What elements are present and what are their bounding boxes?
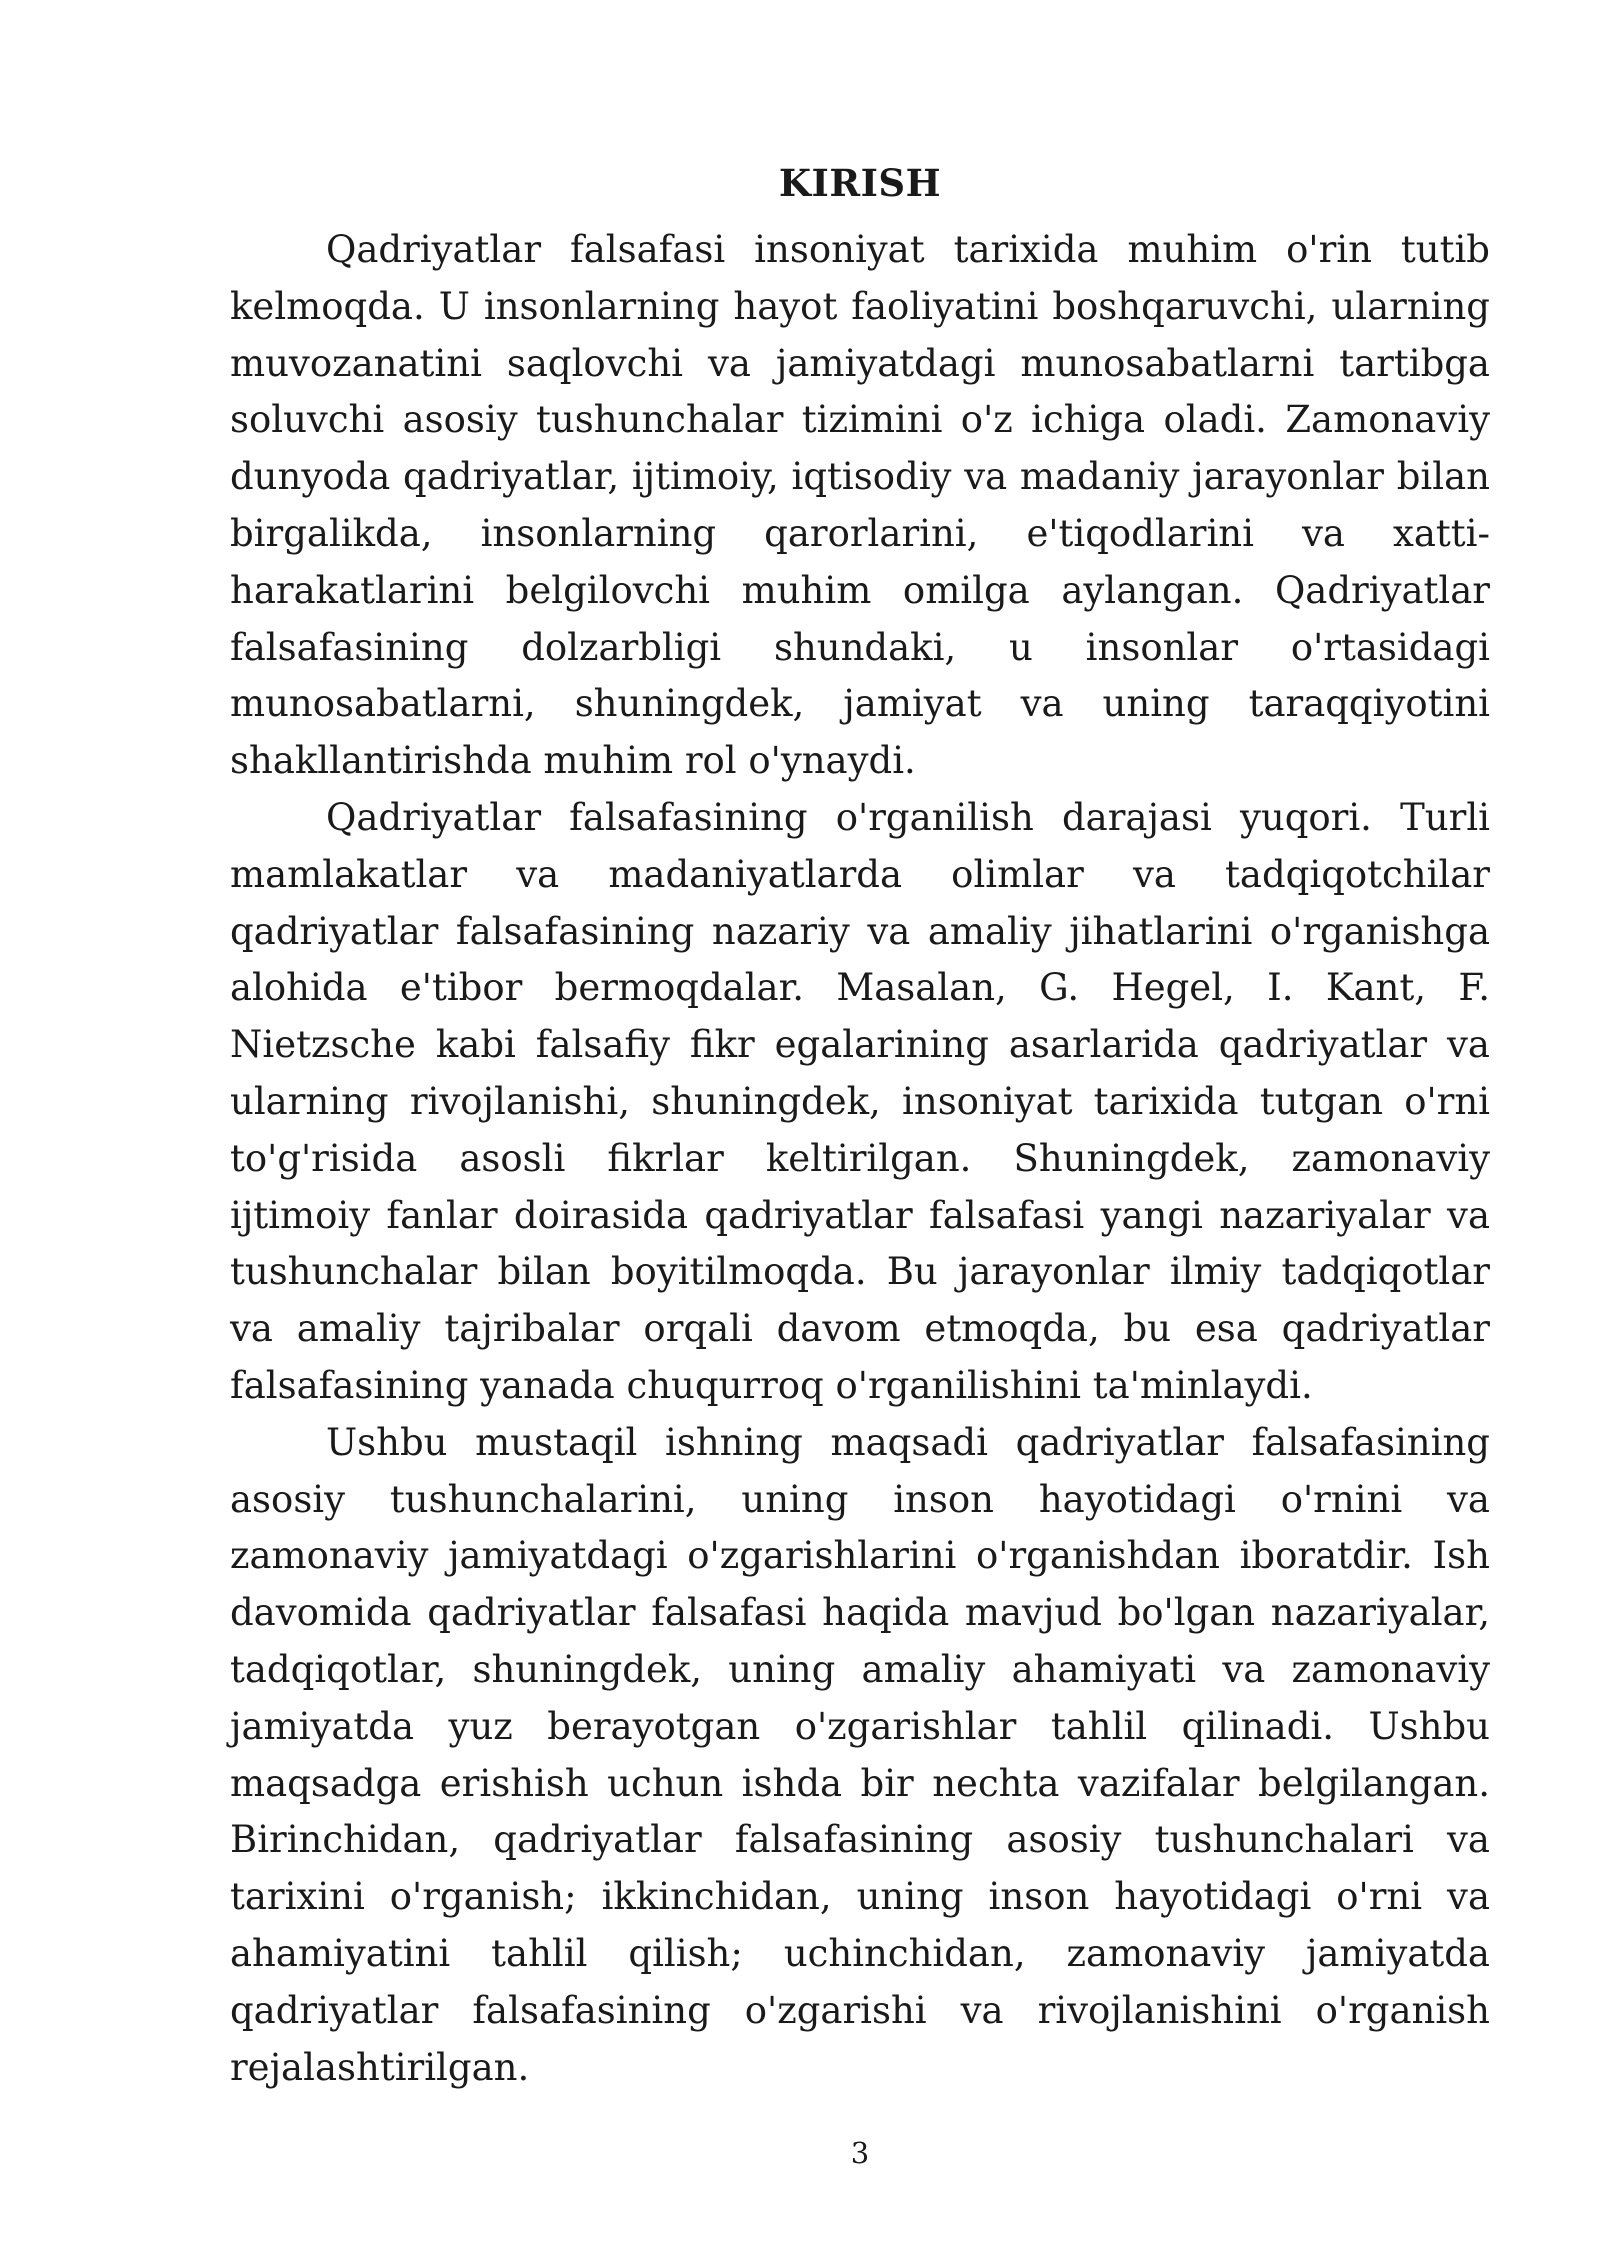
paragraph-2: Qadriyatlar falsafasining o'rganilish darajasi yuqori. Turli mamlakatlar va madaniyatlarda olimlar va tadqiqotchilar qadriyatlar falsafasining nazariy va amaliy jihatlarini o'rganishga alohida e'tibor bermoqdalar. Masalan, G. Hegel, I. Kant, F. Nietzsche kabi falsafiy fikr egalarining asarlarida qadriyatlar va ularning rivojlanishi, shuningdek, insoniyat tarixida tutgan o'rni to'g'risida asosli fikrlar keltirilgan. Shuningdek, zamonaviy ijtimoiy fanlar doirasida qadriyatlar falsafasi yangi nazariyalar va tushunchalar bilan boyitilmoqda. Bu jarayonlar ilmiy tadqiqotlar va amaliy tajribalar orqali davom etmoqda, bu esa qadriyatlar falsafasining yanada chuqurroq o'rganilishini ta'minlaydi. [230,795,1490,1407]
paragraph-3: Ushbu mustaqil ishning maqsadi qadriyatlar falsafasining asosiy tushunchalarini, uning inson hayotidagi o'rnini va zamonaviy jamiyatdagi o'zgarishlarini o'rganishdan iboratdir. Ish davomida qadriyatlar falsafasi haqida mavjud bo'lgan nazariyalar, tadqiqotlar, shuningdek, uning amaliy ahamiyati va zamonaviy jamiyatda yuz berayotgan o'zgarishlar tahlil qilinadi. Ushbu maqsadga erishish uchun ishda bir nechta vazifalar belgilangan. Birinchidan, qadriyatlar falsafasining asosiy tushunchalari va tarixini o'rganish; ikkinchidan, uning inson hayotidagi o'rni va ahamiyatini tahlil qilish; uchinchidan, zamonaviy jamiyatda qadriyatlar falsafasining o'zgarishi va rivojlanishini o'rganish rejalashtirilgan. [230,1420,1490,2089]
paragraph-1: Qadriyatlar falsafasi insoniyat tarixida muhim o'rin tutib kelmoqda. U insonlarning hayot faoliyatini boshqaruvchi, ularning muvozanatini saqlovchi va jamiyatdagi munosabatlarni tartibga soluvchi asosiy tushunchalar tizimini o'z ichiga oladi. Zamonaviy dunyoda qadriyatlar, ijtimoiy, iqtisodiy va madaniy jarayonlar bilan birgalikda, insonlarning qarorlarini, e'tiqodlarini va xatti-harakatlarini belgilovchi muhim omilga aylangan. Qadriyatlar falsafasining dolzarbligi shundaki, u insonlar o'rtasidagi munosabatlarni, shuningdek, jamiyat va uning taraqqiyotini shakllantirishda muhim rol o'ynaydi. [230,228,1490,783]
document-page [230,150,1490,2096]
page-number: 3 [850,2136,870,2170]
page-title: KIRISH [778,161,942,205]
